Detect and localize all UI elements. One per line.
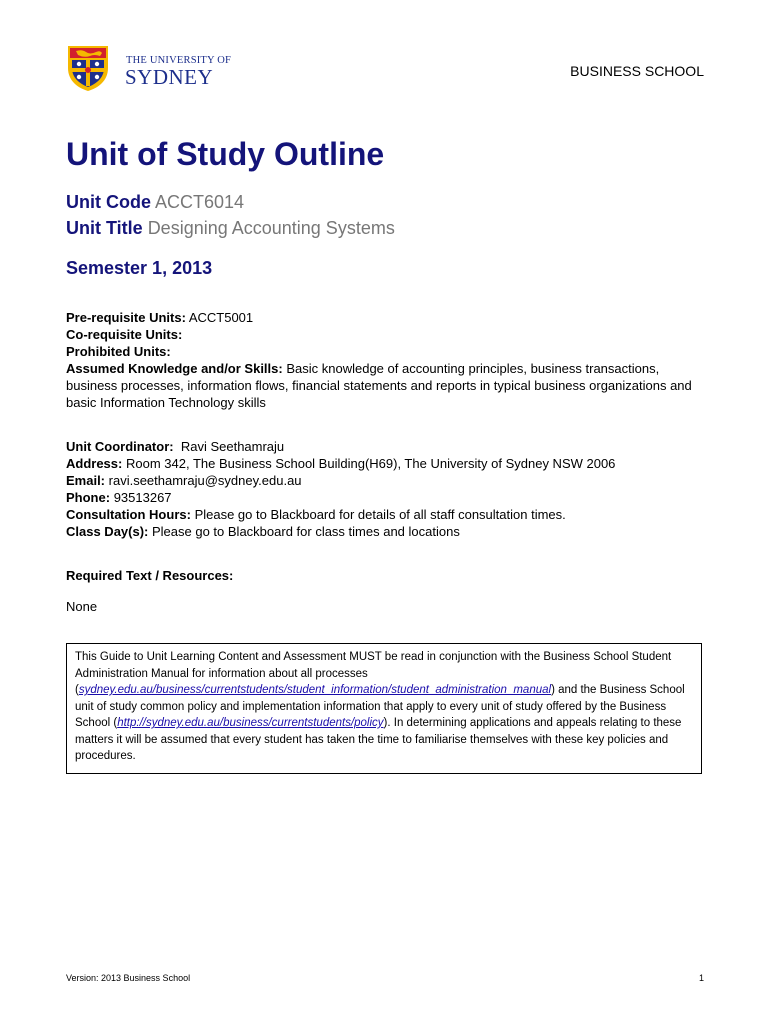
contact-section xyxy=(66,438,706,540)
logo-university-of: THE UNIVERSITY OF xyxy=(126,55,232,66)
notice-text-2: ) and the Business School unit of study common policy and implementation information that apply to every unit of study offered by the Business School ( xyxy=(75,684,685,729)
corequisite-row xyxy=(66,326,706,343)
required-text-heading: Required Text / Resources: xyxy=(66,568,234,583)
unit-title-value: Designing Accounting Systems xyxy=(147,218,395,238)
email-value: ravi.seethamraju@sydney.edu.au xyxy=(108,473,302,488)
phone-label: Phone: xyxy=(66,490,111,505)
unit-code-label: Unit Code xyxy=(66,192,151,212)
required-text-value: None xyxy=(66,599,98,614)
page-number: 1 xyxy=(698,973,704,983)
unit-title xyxy=(66,218,395,239)
consultation-row xyxy=(66,506,706,523)
prerequisite-label: Pre-requisite Units: xyxy=(66,310,186,325)
assumed-knowledge-value: Basic knowledge of accounting principles, business transactions, business processes, information flows, financial statements and reports in typical business organizations and basic Information Technology skills xyxy=(66,361,692,410)
email-row xyxy=(66,472,706,489)
notice-text-1: This Guide to Unit Learning Content and Assessment MUST be read in conjunction with the Business School Student Administration Manual for information about all processes ( xyxy=(75,651,672,696)
university-logo xyxy=(64,44,234,92)
units-section xyxy=(66,309,706,411)
consultation-label: Consultation Hours: xyxy=(66,507,191,522)
prohibited-label: Prohibited Units: xyxy=(66,344,171,359)
phone-row xyxy=(66,489,706,506)
policy-notice-box xyxy=(66,643,702,774)
address-row xyxy=(66,455,706,472)
business-school-label: BUSINESS SCHOOL xyxy=(570,63,704,79)
prerequisite-value: ACCT5001 xyxy=(188,310,254,325)
unit-title-label: Unit Title xyxy=(66,218,143,238)
assumed-knowledge-row xyxy=(66,360,706,411)
class-days-label: Class Day(s): xyxy=(66,524,149,539)
address-label: Address: xyxy=(66,456,123,471)
corequisite-label: Co-requisite Units: xyxy=(66,327,183,342)
policy-link[interactable]: http://sydney.edu.au/business/currentstudents/policy xyxy=(117,717,384,729)
unit-code-value: ACCT6014 xyxy=(155,192,245,212)
prohibited-row xyxy=(66,343,706,360)
class-days-row xyxy=(66,523,706,540)
page-title: Unit of Study Outline xyxy=(66,136,385,172)
notice-text-3: ). In determining applications and appeals relating to these matters it will be assumed that every student has taken the time to familiarise themselves with these key policies and procedures. xyxy=(75,717,682,762)
address-value: Room 342, The Business School Building(H69), The University of Sydney NSW 2006 xyxy=(125,456,616,471)
coordinator-row xyxy=(66,438,706,455)
class-days-value: Please go to Blackboard for class times and locations xyxy=(152,524,460,539)
assumed-knowledge-label: Assumed Knowledge and/or Skills: xyxy=(66,361,283,376)
crest-icon xyxy=(64,44,112,92)
prerequisite-row xyxy=(66,309,706,326)
consultation-value: Please go to Blackboard for details of all staff consultation times. xyxy=(194,507,566,522)
coordinator-label: Unit Coordinator: xyxy=(66,439,174,454)
coordinator-value: Ravi Seethamraju xyxy=(180,439,285,454)
logo-sydney: SYDNEY xyxy=(125,65,214,89)
semester-heading: Semester 1, 2013 xyxy=(66,258,213,278)
footer-version: Version: 2013 Business School xyxy=(66,973,191,983)
phone-value: 93513267 xyxy=(113,490,172,505)
email-label: Email: xyxy=(66,473,106,488)
admin-manual-link[interactable]: sydney.edu.au/business/currentstudents/student_information/student_administration_manual xyxy=(78,684,552,696)
unit-code xyxy=(66,192,244,213)
